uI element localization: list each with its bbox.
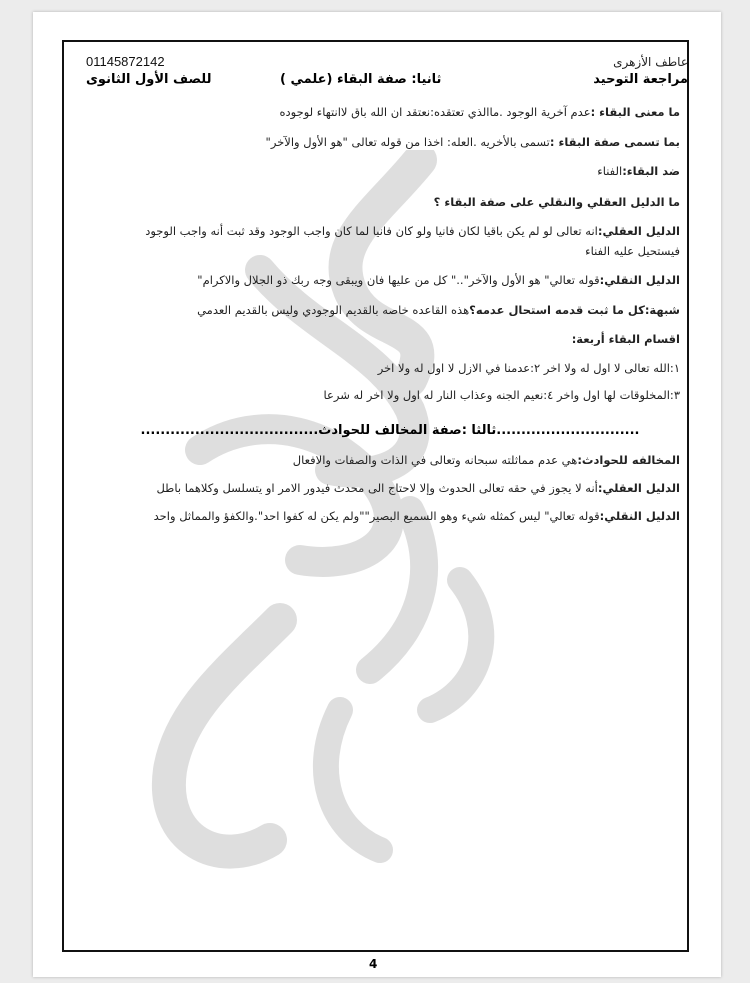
review-title: مراجعة التوحيد [593,72,688,87]
text-line: ما معنى البقاء :عدم آخرية الوجود .ماالذي تعتقده:نعتقد ان الله باق لاانتهاء لوجوده [279,105,680,119]
text-line: شبهة:كل ما ثبت قدمه استحال عدمه؟هذه القاعده خاصه بالقديم الوجودي وليس بالقديم العدمي [197,303,680,317]
section-heading: .............................ثالثا :صفة المخالف للحوادث.................................... [140,423,640,438]
text-line: ١:الله تعالى لا اول له ولا اخر ٢:عدمنا في الازل لا اول له ولا اخر [377,361,680,375]
text-line: ما الدليل العقلي والنقلي على صفة البقاء ؟ [433,195,680,209]
text-line: الدليل النقلي:قوله تعالي" هو الأول والآخر".." كل من عليها فان ويبقى وجه ربك ذو الجلال والاكرام" [197,273,680,287]
topic-title: ثانيا: صفة البقاء (علمي ) [280,72,442,87]
page-number: 4 [369,957,378,971]
text-line: الدليل العقلي:انه تعالى لو لم يكن باقيا لكان فانيا ولو كان فانيا لما كان واجب الوجود وقد ثبت أنه واجب الوجود [145,224,680,238]
text-line: الدليل النقلي:قوله تعالي" ليس كمثله شيء وهو السميع البصير""ولم يكن له كفوا احد".والكفؤ والمماثل واحد [153,509,680,523]
text-line: فيستحيل عليه الفناء [585,244,680,258]
grade-label: للصف الأول الثانوى [86,72,212,87]
author-name: عاطف الأزهرى [613,55,688,69]
text-line: بما تسمى صفة البقاء :تسمى بالأخريه .العله: اخذا من قوله تعالى "هو الأول والآخر" [265,135,680,149]
phone-number: 01145872142 [86,54,165,69]
text-line: المخالفه للحوادث:هي عدم مماثلته سبحانه وتعالى في الذات والصفات والافعال [292,453,680,467]
page-border [62,40,689,952]
text-line: ٣:المخلوقات لها اول واخر ٤:نعيم الجنه وعذاب النار له اول ولا اخر له شرعا [323,388,680,402]
text-line: الدليل العقلي:أنه لا يجوز في حقه تعالى الحدوث وإلا لاحتاج الى محدث فيدور الامر او يتسلسل وكلاهما باطل [156,481,680,495]
text-line: اقسام البقاء أربعة: [571,332,680,346]
text-line: ضد البقاء:الفناء [597,164,680,178]
